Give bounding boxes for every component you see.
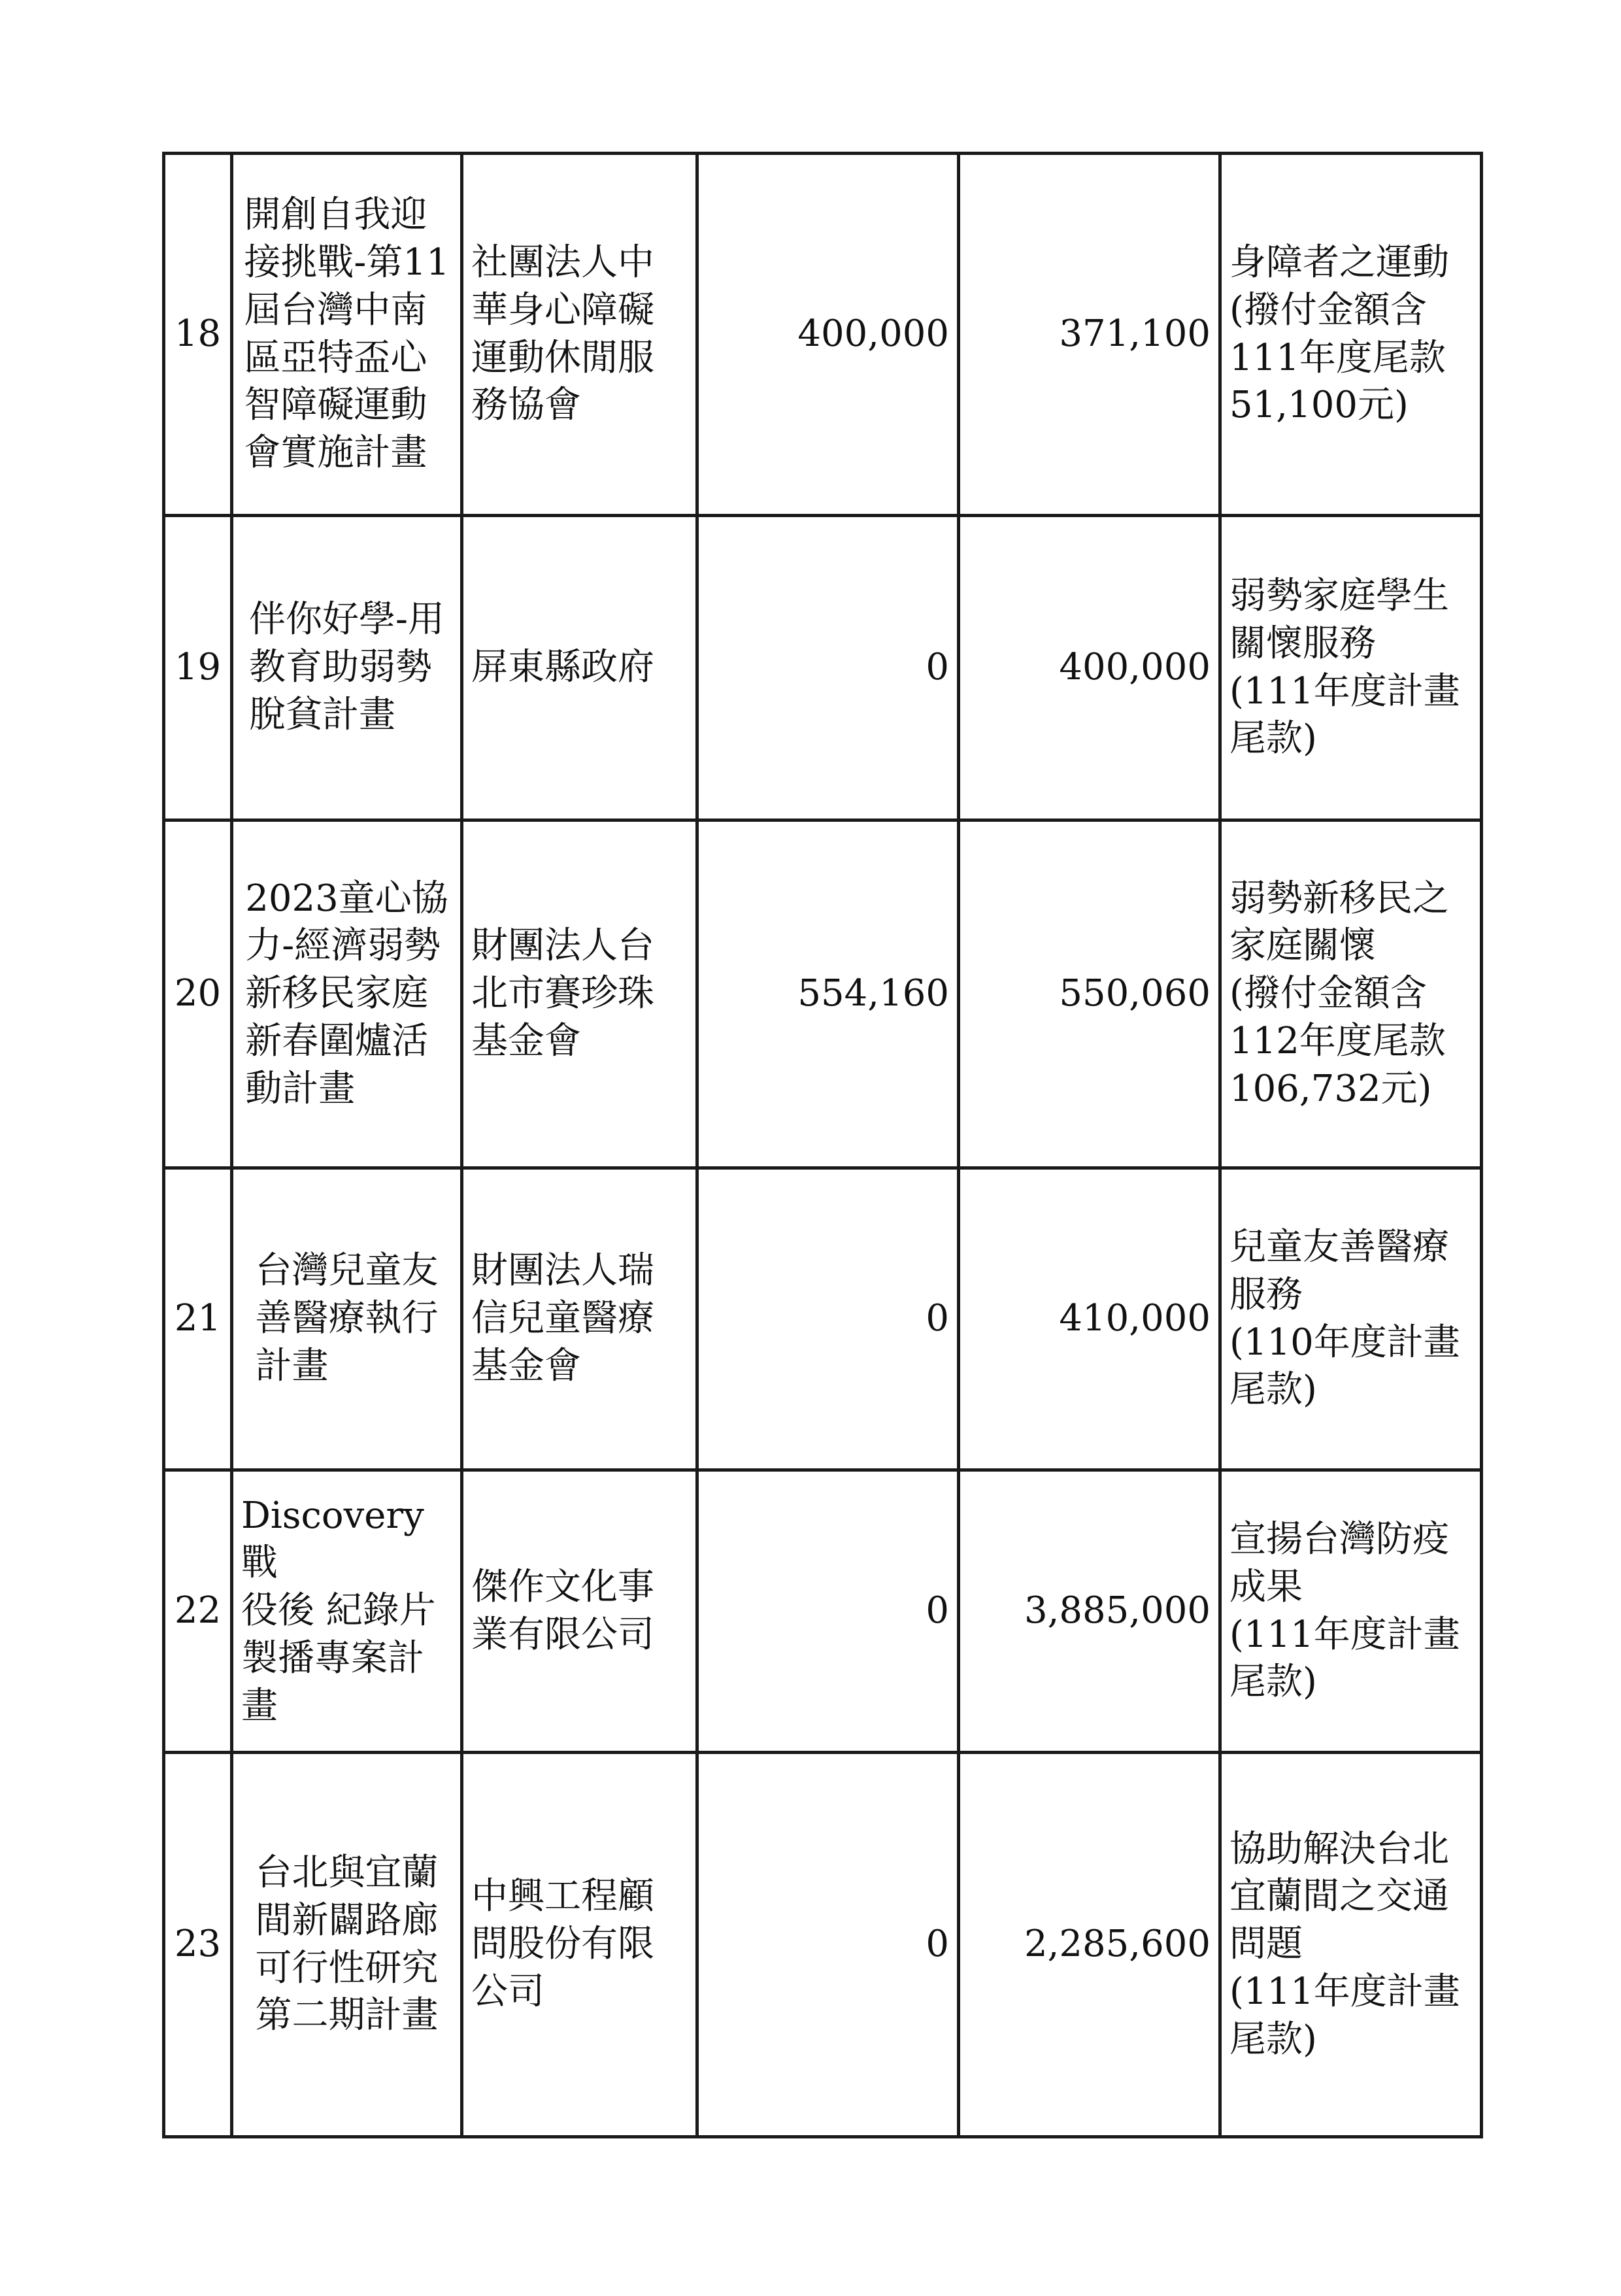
project-name: 台北與宜蘭 間新闢路廊 可行性研究 第二期計畫	[255, 1851, 439, 2037]
row-number: 18	[164, 154, 232, 516]
amount-1: 0	[697, 1168, 959, 1470]
note-text: 身障者之運動 (撥付金額含 111年度尾款 51,100元)	[1229, 241, 1449, 427]
project-name-cell	[232, 1470, 462, 1753]
table-row	[164, 516, 1482, 820]
project-name-cell	[232, 516, 462, 820]
table-row	[164, 820, 1482, 1168]
organization-cell	[462, 154, 697, 516]
organization-cell	[462, 1168, 697, 1470]
amount-1: 554,160	[697, 820, 959, 1168]
note-text: 協助解決台北 宜蘭間之交通 問題 (111年度計畫 尾款)	[1229, 1827, 1460, 2061]
note-cell	[1220, 820, 1482, 1168]
grant-table	[162, 152, 1483, 2138]
note-text: 弱勢家庭學生 關懷服務 (111年度計畫 尾款)	[1229, 574, 1460, 760]
organization-name: 傑作文化事 業有限公司	[471, 1565, 654, 1656]
amount-1: 0	[697, 516, 959, 820]
note-cell	[1220, 1753, 1482, 2137]
organization-cell	[462, 516, 697, 820]
row-number: 20	[164, 820, 232, 1168]
table-row	[164, 154, 1482, 516]
organization-cell	[462, 820, 697, 1168]
amount-1: 0	[697, 1753, 959, 2137]
project-name: 台灣兒童友 善醫療執行 計畫	[255, 1249, 439, 1387]
project-name: 開創自我迎 接挑戰-第11 屆台灣中南 區亞特盃心 智障礙運動 會實施計畫	[244, 194, 450, 475]
note-cell	[1220, 516, 1482, 820]
amount-2: 410,000	[959, 1168, 1220, 1470]
amount-1: 400,000	[697, 154, 959, 516]
note-text: 宣揚台灣防疫 成果 (111年度計畫 尾款)	[1229, 1517, 1460, 1704]
table-row	[164, 1168, 1482, 1470]
amount-2: 550,060	[959, 820, 1220, 1168]
note-text: 兒童友善醫療 服務 (110年度計畫 尾款)	[1229, 1225, 1460, 1411]
row-number: 22	[164, 1470, 232, 1753]
amount-2: 371,100	[959, 154, 1220, 516]
note-cell	[1220, 1168, 1482, 1470]
note-cell	[1220, 154, 1482, 516]
organization-cell	[462, 1470, 697, 1753]
project-name-cell	[232, 1168, 462, 1470]
organization-name: 財團法人瑞 信兒童醫療 基金會	[471, 1249, 654, 1387]
project-name-cell	[232, 820, 462, 1168]
row-number: 21	[164, 1168, 232, 1470]
project-name-cell	[232, 1753, 462, 2137]
project-name: Discovery戰 役後 紀錄片 製播專案計 畫	[241, 1494, 436, 1727]
project-name: 伴你好學-用 教育助弱勢 脫貧計畫	[249, 598, 444, 736]
table-row	[164, 1470, 1482, 1753]
row-number: 23	[164, 1753, 232, 2137]
project-name: 2023童心協 力-經濟弱勢 新移民家庭 新春圍爐活 動計畫	[245, 877, 448, 1110]
organization-name: 財團法人台 北市賽珍珠 基金會	[471, 924, 654, 1062]
organization-name: 社團法人中 華身心障礙 運動休閒服 務協會	[471, 241, 654, 427]
table-row	[164, 1753, 1482, 2137]
amount-1: 0	[697, 1470, 959, 1753]
organization-cell	[462, 1753, 697, 2137]
amount-2: 3,885,000	[959, 1470, 1220, 1753]
note-text: 弱勢新移民之 家庭關懷 (撥付金額含 112年度尾款 106,732元)	[1229, 877, 1449, 1110]
amount-2: 400,000	[959, 516, 1220, 820]
row-number: 19	[164, 516, 232, 820]
amount-2: 2,285,600	[959, 1753, 1220, 2137]
organization-name: 屏東縣政府	[471, 646, 654, 689]
project-name-cell	[232, 154, 462, 516]
note-cell	[1220, 1470, 1482, 1753]
organization-name: 中興工程顧 問股份有限 公司	[471, 1875, 654, 2013]
